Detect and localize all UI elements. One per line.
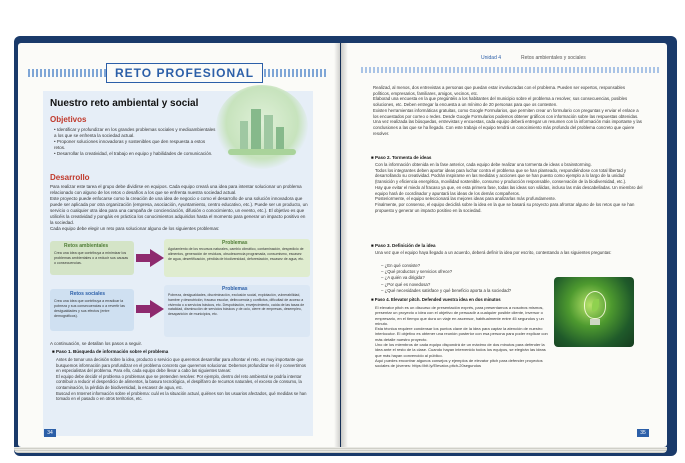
left-page bbox=[18, 43, 340, 447]
soc-problems-title: Problemas bbox=[222, 286, 248, 292]
ground-shape bbox=[228, 149, 296, 155]
development-text bbox=[50, 184, 308, 232]
question-item: – ¿Por qué es novedosa? bbox=[381, 281, 431, 287]
building-shape bbox=[251, 109, 261, 151]
right-page bbox=[341, 43, 667, 447]
section-tag: RETO PROFESIONAL bbox=[106, 63, 263, 83]
step2-text bbox=[375, 162, 643, 213]
city-illustration bbox=[216, 85, 308, 169]
step4-text bbox=[375, 305, 551, 369]
paragraph: Esta técnica requiere condensar los puntos clave de la idea para captar la atención de nuestro interlocutor. El objetivo es obtener una reunión posterior con esa persona para poder explicar con más detalle nuestro proyecto. bbox=[375, 326, 548, 342]
paragraph: El elevator pitch es un discurso de presentación exprés, para presentarnos a nosotros mismos, presentar un proyecto o idea con el objetivo de persuadir a cualquier posible cliente, inversor o empresario, en el tiempo que dura un viaje en ascensor, habitualmente entre 45 segundos y un minuto. bbox=[375, 305, 544, 326]
building-shape bbox=[240, 121, 248, 151]
env-challenge-text: Crea una idea que contribuya a minimizar los problemas ambientales o a reducir sus causas o consecuencias. bbox=[54, 251, 129, 265]
env-problems-title: Problemas bbox=[222, 240, 248, 246]
objective-item: • Identificar y profundizar en los grandes problemas sociales y medioambientales a los que se enfrenta la sociedad actual. bbox=[54, 127, 216, 138]
env-problems-text: Agotamiento de los recursos naturales, cambio climático, contaminación, despedicio de alimentos, generación de residuos, obsolescencia programada, consumismo, escasez de agua, desertificación, pérdida de biodiversidad, deforestación, escasez de agua, etc. bbox=[168, 247, 305, 261]
objectives-list bbox=[54, 127, 216, 157]
paragraph: Todos los integrantes deben aportar ideas para luchar contra el problema que se han planteado, respondiéndose con total libertad y desarrollando su creatividad. Podrán inspirarse en las medidas y acciones que se han puesto como ejemplo a lo largo de la unidad (transición y eficiencia energética, movilidad sostenible, consumo y producción responsable, conservación de la biodiversidad, etc.). bbox=[375, 167, 627, 185]
env-challenge-title: Retos ambientales bbox=[64, 243, 109, 249]
question-item: – ¿A quién va dirigida? bbox=[381, 275, 425, 281]
step3-intro: Una vez que el equipo haya llegado a un acuerdo, deberá definir la idea por escrito, contestando a las siguientes preguntas: bbox=[375, 250, 612, 255]
soc-problems-text: Pobreza, desigualdades, discriminación, exclusión social, explotación, vulnerabilidad, hambre y desnutrición, fracaso escolar, delincuencia y conflictos, dificultad de acceso a vivienda o a servicios básicos, etc. Despoblación, envejecimiento, caída de las tasas de natalidad, disminución de servicios básicos y de ocio, cierre de empresas, desempleo, desaparición de municipios, etc. bbox=[168, 293, 305, 317]
objective-item: • Desarrollar la creatividad, el trabajo en equipo y habilidades de comunicación. bbox=[54, 151, 213, 156]
paragraph: Este proyecto puede enfocarse como la creación de una idea de negocio o como el desarrollo de una solución innovadora que puede ser aplicada por otra organización (empresa, asociación, Ayuntamiento, centro educativo, etc.). Puede ser un producto, un servicio o cualquier otra idea para una campaña de concienciación, difusión o conocimiento, un evento, etc.). El objetivo es que utilicéis la creatividad y pongáis en práctica los conocimientos adquiridos hasta el momento para generar un impacto positivo en la sociedad. bbox=[50, 196, 308, 225]
question-item: – ¿Qué necesidades satisface y qué beneficio aporta a la sociedad? bbox=[381, 287, 512, 293]
page-title: Nuestro reto ambiental y social bbox=[50, 98, 199, 109]
header-stripe bbox=[361, 67, 661, 73]
soc-challenge-box bbox=[50, 289, 134, 331]
building-shape bbox=[264, 115, 273, 151]
soc-problems-box bbox=[164, 285, 310, 337]
paragraph: Para realizar este tarea el grupo debe dividirse en equipos. Cada equipo creará una idea para intentar solucionar un problema relacionado con alguno de los retos o desafíos a los que se enfrenta nuestra sociedad actual. bbox=[50, 184, 302, 195]
top-paragraphs bbox=[373, 85, 643, 136]
paragraph: Hay que evitar el miedo al fracaso ya que, en esta primera fase, todas las ideas son válidas, incluso las más descabelladas. Un miembro del equipo hará de coordinador y apuntará las ideas de los demás compañeros. bbox=[375, 184, 643, 196]
paragraph: Buscad en Internet información sobre el problema: cuál es la situación actual, quiénes son los usuarios afectados, qué medidas se han tomado en el pasado o en otros territorios, etc. bbox=[56, 390, 307, 402]
env-problems-box bbox=[164, 239, 310, 277]
book-gutter bbox=[334, 43, 348, 447]
paragraph: Antes de tomar una decisión sobre la idea, producto o servicio que queremos desarrollar para afrontar el reto, es muy importante que busquemos información para profundizar en el problema concreto que queremos solucionar. Debemos profundizar en él y convertirnos en especialistas del problema. Para ello, cada equipo debe llevar a cabo las siguientes tareas: bbox=[56, 357, 306, 374]
unit-label: Unidad 4 bbox=[481, 55, 502, 61]
question-item: – ¿Qué productos y servicios ofrece? bbox=[381, 269, 453, 275]
paragraph: Aquí puedes encontrar algunos consejos y ejemplos de elevator pitch para defender proyectos sociales de jóvenes: https://bit.ly/Elevator-pitch-20segundos bbox=[375, 357, 543, 369]
paragraph: Una vez realizada las búsquedas, entrevistas y encuestas, cada equipo deberá entregar un resumen con la información más importante y las conclusiones a las que se ha llegado. Con este trabajo el equipo tendrá un conocimiento más profundo del problema concreto que quiere resolver. bbox=[373, 119, 642, 136]
page-number: 35 bbox=[637, 429, 649, 437]
paragraph: Con la información obtenida en la fase anterior, cada equipo debe realizar una tormenta de ideas o brainstorming. bbox=[375, 162, 592, 167]
question-item: – ¿En qué consiste? bbox=[381, 263, 421, 268]
paragraph: Finalmente, por consenso, el equipo decidirá sobre la idea en la que se basará su proyecto para afrontar alguno de los retos que se han propuesto y generar un impacto positivo en la sociedad. bbox=[375, 201, 635, 213]
unit-title: Retos ambientales y sociales bbox=[521, 55, 586, 61]
paragraph: El equipo debe decidir el problema o problemas que se pretenden resolver. Por ejemplo, dentro del reto ambiental se podría intentar contribuir a reducir el desperdicio de alimentos, la basura tecnológica, el despilfarro de recursos naturales, el exceso de consumo, la contaminación, la pérdida de biodiversidad, la escasez de agua, etc. bbox=[56, 373, 302, 390]
step2-title: ■ Paso 2. Tormenta de ideas bbox=[371, 155, 432, 160]
arrow-icon bbox=[150, 249, 164, 267]
env-challenge-box bbox=[50, 241, 134, 275]
step3-title: ■ Paso 3. Definición de la idea bbox=[371, 243, 436, 248]
paragraph: Uno de los miembros de cada equipo dispondrá de un máximo de dos minutos para defender la idea ante el resto de la clase. Cuando hayan intervenido todos los equipos, se elegirán las ideas que más hayan convencido al público. bbox=[375, 342, 546, 358]
step1-text bbox=[56, 357, 308, 402]
building-shape bbox=[276, 127, 284, 151]
soc-challenge-title: Retos sociales bbox=[70, 291, 106, 297]
step3-questions bbox=[381, 263, 551, 294]
page-number: 34 bbox=[44, 429, 56, 437]
arrow-icon bbox=[150, 300, 164, 318]
step1-title: ■ Paso 1. Búsqueda de información sobre el problema bbox=[52, 349, 169, 354]
steps-intro: A continuación, se detallan los pasos a seguir. bbox=[50, 341, 143, 346]
step4-title: ■ Paso 4. Elevator pitch. Defended vuestra idea en dos minutos bbox=[371, 297, 501, 302]
open-book bbox=[18, 43, 667, 451]
paragraph: Realizad, al menos, dos entrevistas a personas que puedan estar involucradas con el problema. Pueden ser expertos, responsables políticos, empresarios, familiares, amigos, vecinos, etc. bbox=[373, 85, 625, 96]
paragraph: Existen herramientas informáticas gratuitas, como Google Formularios, que permiten crear un formulario con preguntas y enviar el enlace a los encuestados por correo o redes. Desde Google Formularios podemos obtener gráficos con información sobre las respuestas obtenidas. bbox=[373, 107, 639, 119]
development-heading: Desarrollo bbox=[50, 173, 90, 182]
soc-challenge-text: Crea una idea que contribuya a erradicar la pobreza y sus consecuencias o a revertir las desigualdades y sus efectos (entre demográficos). bbox=[54, 299, 125, 318]
paragraph: Cada equipo debe elegir un reto para solucionar alguno de los siguientes problemas: bbox=[50, 226, 220, 231]
objective-item: • Proponer soluciones innovadoras y sostenibles que den respuesta a estos retos. bbox=[54, 139, 206, 150]
paragraph: Posteriormente, el equipo seleccionará las mejores ideas para analizarlas más profundamente. bbox=[375, 196, 557, 202]
paragraph: Elaborad una encuesta en la que pregúntéis a los habitantes del municipio sobre el problema a resolver, sus consecuencias, posibles soluciones, etc. Deben entregar la encuesta a un mínimo de 20 personas para que os contesten. bbox=[373, 96, 628, 108]
objectives-heading: Objetivos bbox=[50, 115, 87, 124]
bulb-base-shape bbox=[590, 319, 600, 325]
